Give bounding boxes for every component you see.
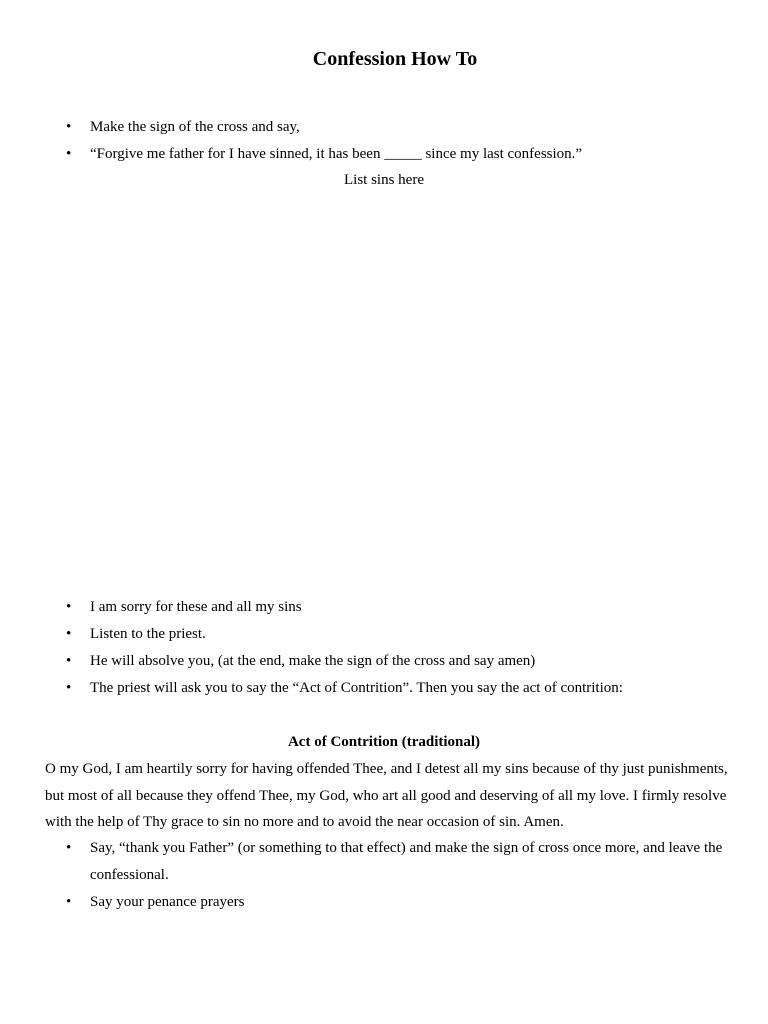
list-item-text: I am sorry for these and all my sins <box>90 599 302 615</box>
list-item-text: The priest will ask you to say the “Act of Contrition”. Then you say the act of contrition: <box>90 680 623 696</box>
bullet-icon: • <box>66 840 72 856</box>
list-sins-note: List sins here <box>344 172 424 188</box>
list-item-text: Make the sign of the cross and say, <box>90 119 300 135</box>
middle-steps-list <box>0 594 768 702</box>
final-steps-list <box>0 835 768 916</box>
bullet-icon: • <box>66 626 72 642</box>
list-item-text: Say your penance prayers <box>90 894 245 910</box>
bullet-icon: • <box>66 680 72 696</box>
list-item <box>0 835 768 889</box>
bullet-icon: • <box>66 894 72 910</box>
bullet-icon: • <box>66 119 72 135</box>
list-item-text: “Forgive me father for I have sinned, it has been _____ since my last confession.” <box>90 146 583 162</box>
list-item-text: Say, “thank you Father” (or something to that effect) and make the sign of cross once more, and leave the confessional. <box>90 840 723 883</box>
page-title: Confession How To <box>312 48 478 70</box>
list-item <box>0 141 768 168</box>
bullet-icon: • <box>66 599 72 615</box>
act-of-contrition-heading: Act of Contrition (traditional) <box>287 734 481 750</box>
act-of-contrition-text: O my God, I am heartily sorry for having offended Thee, and I detest all my sins because of thy just punishments, but most of all because they offend Thee, my God, who art all good and deserving of all my love. I firmly resolve with the help of Thy grace to sin no more and to avoid the near occasion of sin. Amen. <box>45 761 728 830</box>
list-item <box>0 621 768 648</box>
list-item <box>0 648 768 675</box>
bullet-icon: • <box>66 146 72 162</box>
intro-steps-list <box>0 114 768 168</box>
list-item-text: Listen to the priest. <box>90 626 206 642</box>
bullet-icon: • <box>66 653 72 669</box>
list-item <box>0 889 768 916</box>
list-item <box>0 594 768 621</box>
list-item <box>0 675 768 702</box>
list-item <box>0 114 768 141</box>
list-item-text: He will absolve you, (at the end, make the sign of the cross and say amen) <box>90 653 536 669</box>
